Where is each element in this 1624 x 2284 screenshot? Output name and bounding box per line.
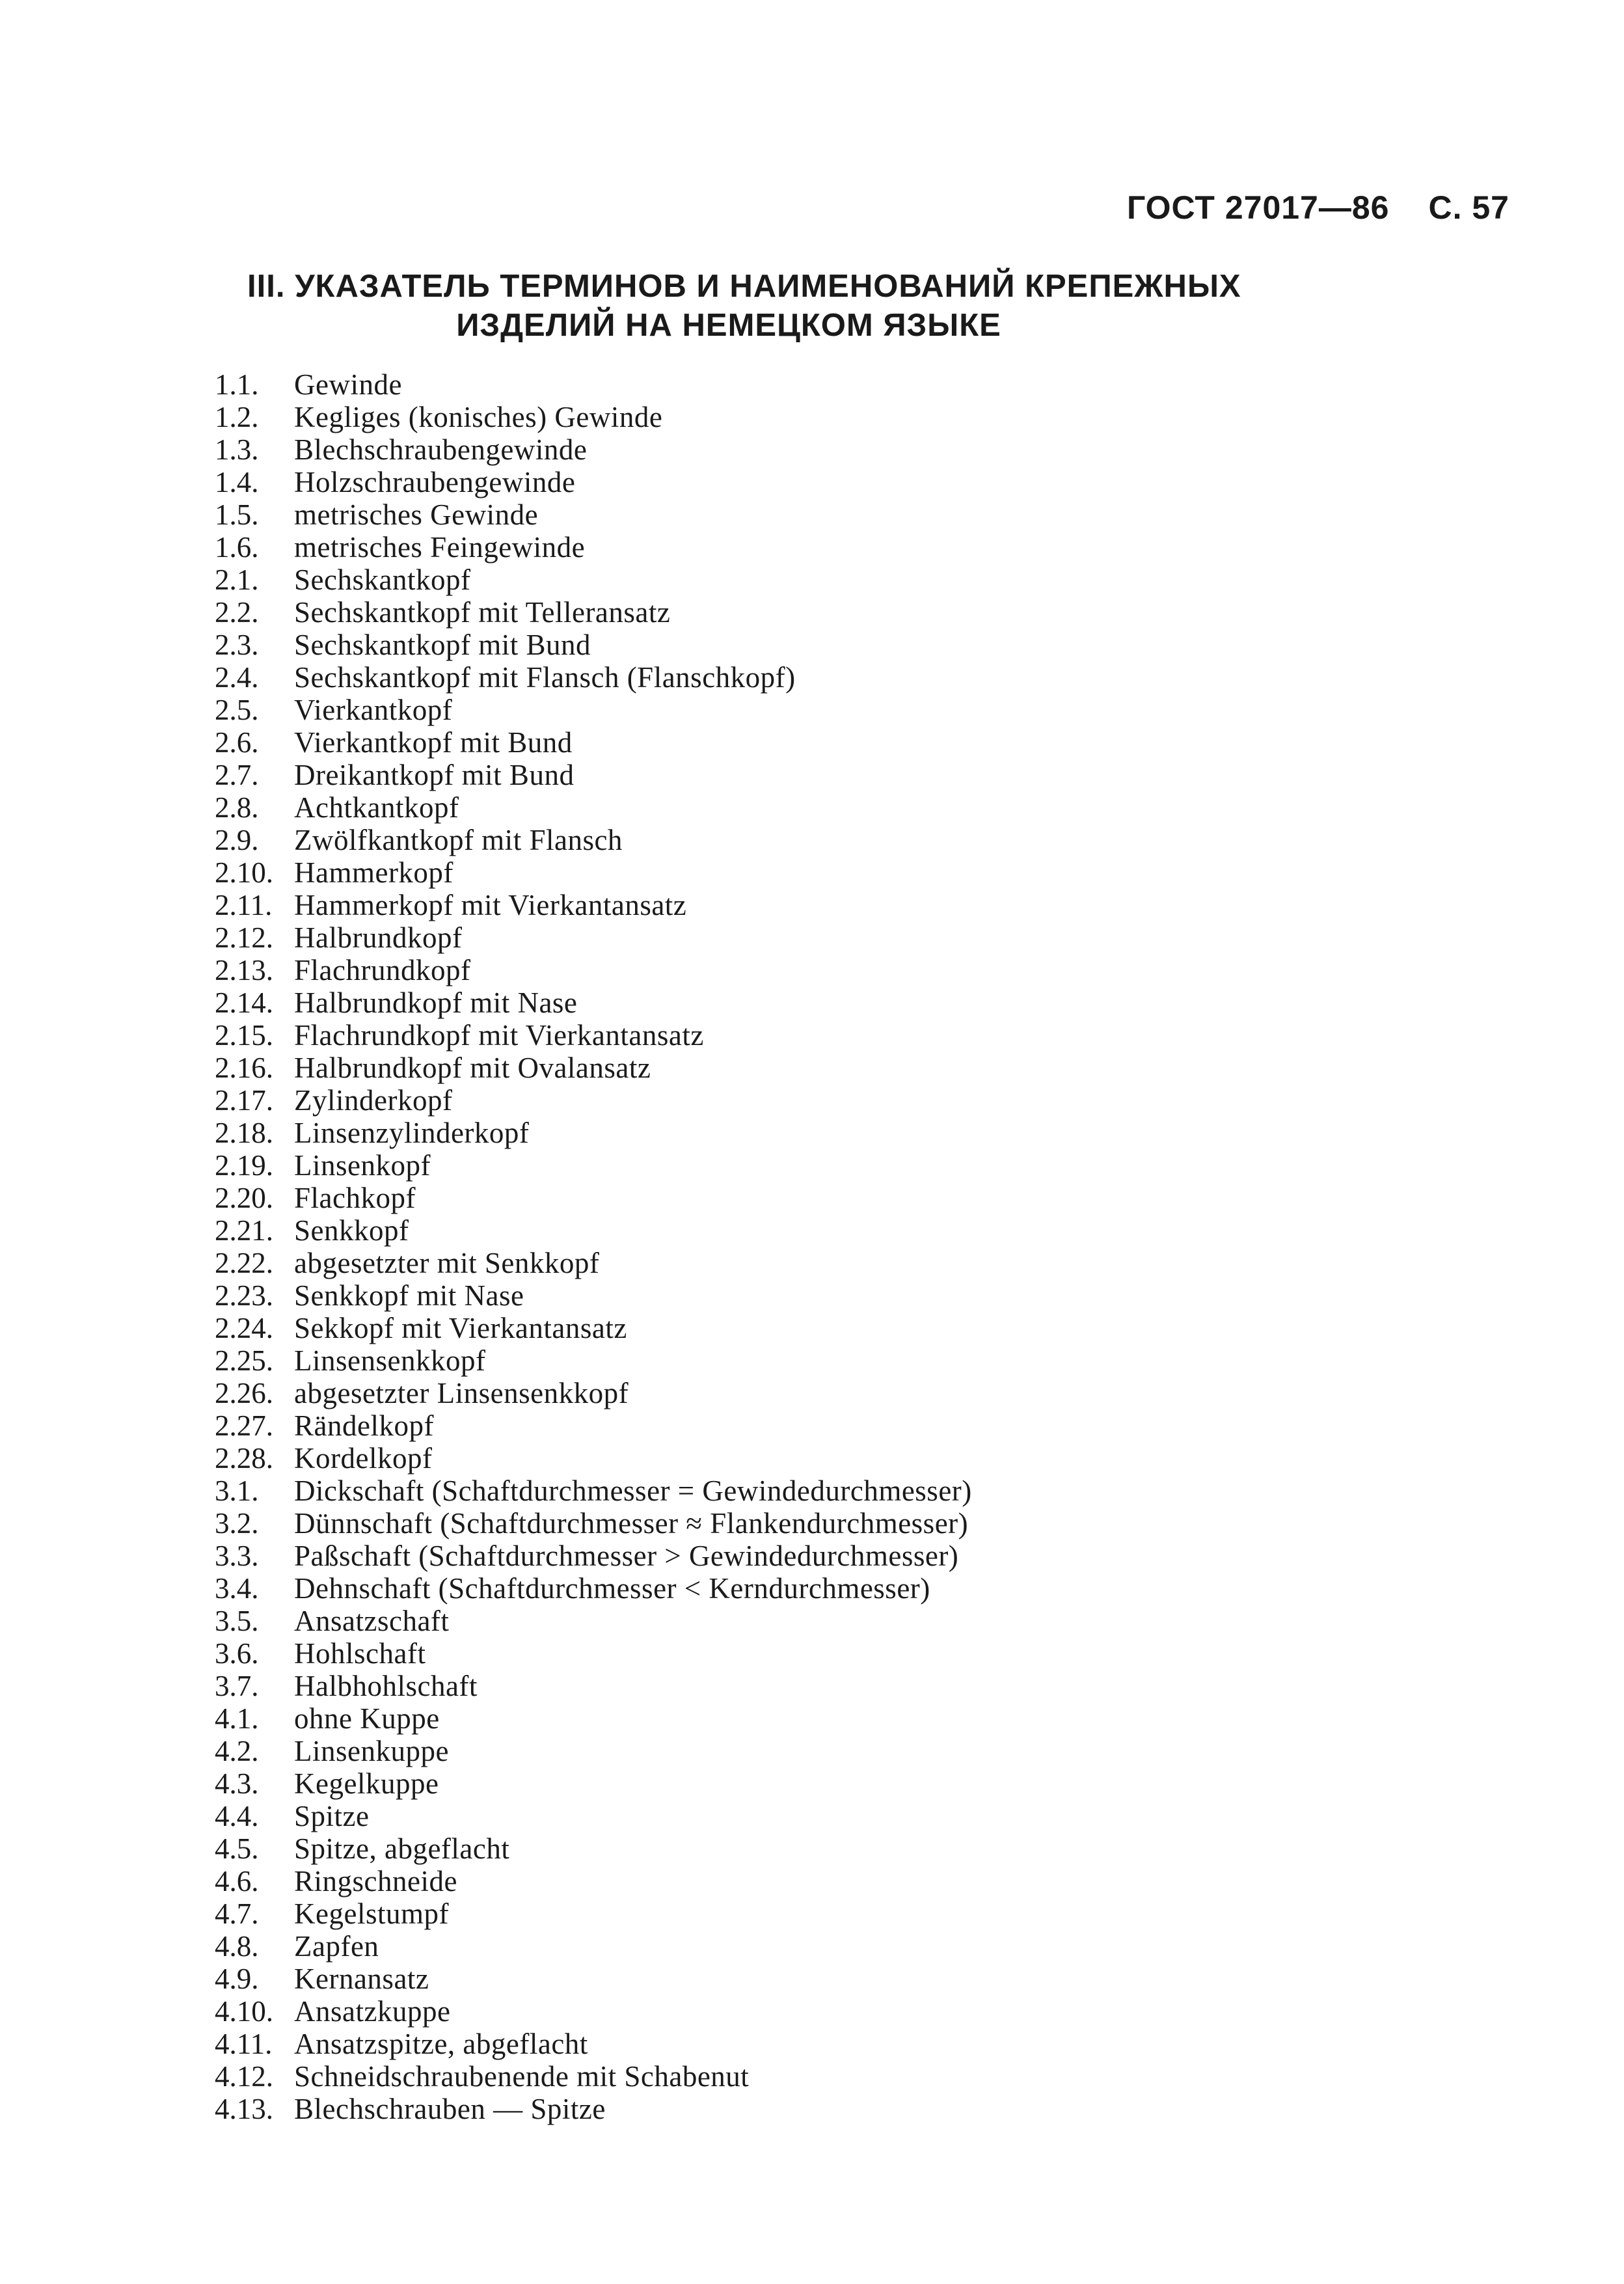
term-number: 2.9. xyxy=(215,824,259,856)
term-name: Sechskantkopf mit Bund xyxy=(294,629,591,661)
term-entry xyxy=(208,1312,972,1344)
term-name: abgesetzter Linsensenkkopf xyxy=(294,1377,629,1409)
term-entry xyxy=(208,368,972,401)
term-number: 3.2. xyxy=(215,1507,259,1540)
term-number: 1.1. xyxy=(215,368,259,401)
term-number: 4.13. xyxy=(215,2093,273,2125)
term-number: 1.2. xyxy=(215,401,259,433)
term-name: Spitze xyxy=(294,1800,370,1832)
page-number: С. 57 xyxy=(1428,189,1509,226)
term-name: Senkkopf mit Nase xyxy=(294,1279,524,1312)
term-entry xyxy=(208,596,972,629)
term-number: 4.5. xyxy=(215,1832,259,1865)
term-entry xyxy=(208,1963,972,1995)
term-entry xyxy=(208,1442,972,1475)
term-number: 2.1. xyxy=(215,564,259,596)
term-name: Sekkopf mit Vierkantansatz xyxy=(294,1312,627,1344)
term-name: Sechskantkopf mit Flansch (Flanschkopf) xyxy=(294,661,796,694)
term-number: 2.6. xyxy=(215,726,259,759)
term-name: Rändelkopf xyxy=(294,1409,434,1442)
term-number: 2.26. xyxy=(215,1377,273,1409)
term-entry xyxy=(208,1865,972,1897)
term-entry xyxy=(208,824,972,856)
term-name: metrisches Feingewinde xyxy=(294,531,586,564)
term-number: 3.1. xyxy=(215,1475,259,1507)
term-entry xyxy=(208,1605,972,1637)
term-entry xyxy=(208,629,972,661)
term-number: 2.24. xyxy=(215,1312,273,1344)
term-number: 2.12. xyxy=(215,921,273,954)
term-entry xyxy=(208,401,972,433)
term-entry xyxy=(208,1344,972,1377)
term-entry xyxy=(208,2093,972,2125)
term-entry xyxy=(208,1540,972,1572)
term-name: Gewinde xyxy=(294,368,402,401)
term-name: abgesetzter mit Senkkopf xyxy=(294,1247,600,1279)
term-number: 4.1. xyxy=(215,1702,259,1735)
term-name: Holzschraubengewinde xyxy=(294,466,576,498)
term-name: Linsensenkkopf xyxy=(294,1344,486,1377)
term-entry xyxy=(208,1930,972,1963)
term-name: Vierkantkopf xyxy=(294,694,453,726)
term-number: 4.11. xyxy=(215,2028,273,2060)
term-name: Halbhohlschaft xyxy=(294,1670,478,1702)
term-name: Linsenzylinderkopf xyxy=(294,1117,530,1149)
term-number: 2.21. xyxy=(215,1214,273,1247)
term-entry xyxy=(208,2028,972,2060)
term-entry xyxy=(208,466,972,498)
term-entry xyxy=(208,1670,972,1702)
term-entry xyxy=(208,1767,972,1800)
term-name: Ansatzschaft xyxy=(294,1605,450,1637)
term-name: Dreikantkopf mit Bund xyxy=(294,759,575,791)
term-name: Zylinderkopf xyxy=(294,1084,453,1117)
term-name: Paßschaft (Schaftdurchmesser > Gewindedurchmesser) xyxy=(294,1540,959,1572)
term-number: 2.4. xyxy=(215,661,259,694)
term-name: Dehnschaft (Schaftdurchmesser < Kerndurchmesser) xyxy=(294,1572,930,1605)
term-entry xyxy=(208,1507,972,1540)
term-name: Dickschaft (Schaftdurchmesser = Gewindedurchmesser) xyxy=(294,1475,972,1507)
term-entry xyxy=(208,1019,972,1052)
term-name: Linsenkopf xyxy=(294,1149,431,1182)
term-name: Dünnschaft (Schaftdurchmesser ≈ Flankendurchmesser) xyxy=(294,1507,969,1540)
term-entry xyxy=(208,1572,972,1605)
term-name: Hammerkopf xyxy=(294,856,453,889)
term-name: Flachkopf xyxy=(294,1182,416,1214)
term-entry xyxy=(208,1897,972,1930)
term-name: Kegelstumpf xyxy=(294,1897,449,1930)
term-name: Ansatzspitze, abgeflacht xyxy=(294,2028,588,2060)
term-name: Kordelkopf xyxy=(294,1442,433,1475)
term-entry xyxy=(208,433,972,466)
term-number: 4.9. xyxy=(215,1963,259,1995)
term-entry xyxy=(208,726,972,759)
standard-number: ГОСТ 27017—86 xyxy=(1126,189,1390,226)
term-entry xyxy=(208,1214,972,1247)
term-entry xyxy=(208,986,972,1019)
term-number: 1.6. xyxy=(215,531,259,564)
term-entry xyxy=(208,1995,972,2028)
term-name: Halbrundkopf xyxy=(294,921,463,954)
term-entry xyxy=(208,1182,972,1214)
term-name: Schneidschraubenende mit Schabenut xyxy=(294,2060,750,2093)
term-entry xyxy=(208,1702,972,1735)
term-name: Sechskantkopf xyxy=(294,564,471,596)
term-number: 3.7. xyxy=(215,1670,259,1702)
term-name: Kegliges (konisches) Gewinde xyxy=(294,401,663,433)
section-title xyxy=(247,267,1241,345)
term-number: 4.3. xyxy=(215,1767,259,1800)
term-number: 3.6. xyxy=(215,1637,259,1670)
term-name: Vierkantkopf mit Bund xyxy=(294,726,573,759)
term-number: 2.23. xyxy=(215,1279,273,1312)
term-name: Achtkantkopf xyxy=(294,791,459,824)
term-name: Zapfen xyxy=(294,1930,379,1963)
term-number: 1.3. xyxy=(215,433,259,466)
term-entry xyxy=(208,1052,972,1084)
term-name: Kegelkuppe xyxy=(294,1767,439,1800)
term-number: 4.6. xyxy=(215,1865,259,1897)
term-number: 4.2. xyxy=(215,1735,259,1767)
term-entry xyxy=(208,531,972,564)
term-number: 3.5. xyxy=(215,1605,259,1637)
term-entry xyxy=(208,1084,972,1117)
term-name: Halbrundkopf mit Ovalansatz xyxy=(294,1052,651,1084)
term-name: Sechskantkopf mit Telleransatz xyxy=(294,596,671,629)
term-name: Flachrundkopf xyxy=(294,954,471,986)
term-entry xyxy=(208,1800,972,1832)
term-number: 2.7. xyxy=(215,759,259,791)
term-name: Linsenkuppe xyxy=(294,1735,449,1767)
term-number: 4.10. xyxy=(215,1995,273,2028)
term-entry xyxy=(208,759,972,791)
term-entry xyxy=(208,2060,972,2093)
term-number: 4.12. xyxy=(215,2060,273,2093)
term-entry xyxy=(208,1735,972,1767)
term-entry xyxy=(208,921,972,954)
term-entry xyxy=(208,1377,972,1409)
term-entry xyxy=(208,498,972,531)
term-number: 2.2. xyxy=(215,596,259,629)
term-number: 2.27. xyxy=(215,1409,273,1442)
term-entry xyxy=(208,954,972,986)
terms-index-list xyxy=(208,368,972,2125)
term-name: Ringschneide xyxy=(294,1865,457,1897)
term-number: 2.20. xyxy=(215,1182,273,1214)
term-name: Halbrundkopf mit Nase xyxy=(294,986,578,1019)
section-title-line-2: ИЗДЕЛИЙ НА НЕМЕЦКОМ ЯЗЫКЕ xyxy=(456,308,1001,343)
term-number: 2.22. xyxy=(215,1247,273,1279)
term-entry xyxy=(208,889,972,921)
term-number: 1.5. xyxy=(215,498,259,531)
term-entry xyxy=(208,1475,972,1507)
term-entry xyxy=(208,694,972,726)
term-number: 2.19. xyxy=(215,1149,273,1182)
term-number: 4.7. xyxy=(215,1897,259,1930)
term-entry xyxy=(208,1149,972,1182)
term-number: 2.11. xyxy=(215,889,273,921)
term-name: Spitze, abgeflacht xyxy=(294,1832,510,1865)
term-entry xyxy=(208,1832,972,1865)
term-number: 2.5. xyxy=(215,694,259,726)
term-name: ohne Kuppe xyxy=(294,1702,440,1735)
term-number: 2.3. xyxy=(215,629,259,661)
term-number: 2.17. xyxy=(215,1084,273,1117)
term-entry xyxy=(208,1117,972,1149)
term-number: 2.10. xyxy=(215,856,273,889)
term-name: Blechschraubengewinde xyxy=(294,433,588,466)
term-number: 2.16. xyxy=(215,1052,273,1084)
term-number: 2.14. xyxy=(215,986,273,1019)
term-entry xyxy=(208,1637,972,1670)
term-number: 4.4. xyxy=(215,1800,259,1832)
term-entry xyxy=(208,661,972,694)
term-name: Hohlschaft xyxy=(294,1637,426,1670)
term-name: Ansatzkuppe xyxy=(294,1995,451,2028)
term-number: 2.28. xyxy=(215,1442,273,1475)
term-number: 2.8. xyxy=(215,791,259,824)
term-name: Senkkopf xyxy=(294,1214,409,1247)
term-entry xyxy=(208,791,972,824)
term-number: 3.3. xyxy=(215,1540,259,1572)
term-entry xyxy=(208,1279,972,1312)
term-number: 2.25. xyxy=(215,1344,273,1377)
term-number: 2.18. xyxy=(215,1117,273,1149)
term-entry xyxy=(208,564,972,596)
term-entry xyxy=(208,1247,972,1279)
term-number: 2.15. xyxy=(215,1019,273,1052)
term-name: Kernansatz xyxy=(294,1963,429,1995)
term-number: 1.4. xyxy=(215,466,259,498)
term-number: 4.8. xyxy=(215,1930,259,1963)
term-entry xyxy=(208,856,972,889)
term-number: 2.13. xyxy=(215,954,273,986)
term-entry xyxy=(208,1409,972,1442)
term-name: Hammerkopf mit Vierkantansatz xyxy=(294,889,687,921)
term-name: metrisches Gewinde xyxy=(294,498,539,531)
term-number: 3.4. xyxy=(215,1572,259,1605)
term-name: Flachrundkopf mit Vierkantansatz xyxy=(294,1019,704,1052)
section-title-line-1: III. УКАЗАТЕЛЬ ТЕРМИНОВ И НАИМЕНОВАНИЙ КРЕПЕЖНЫХ xyxy=(247,269,1241,304)
term-name: Blechschrauben — Spitze xyxy=(294,2093,606,2125)
term-name: Zwölfkantkopf mit Flansch xyxy=(294,824,623,856)
running-header xyxy=(1127,189,1509,226)
